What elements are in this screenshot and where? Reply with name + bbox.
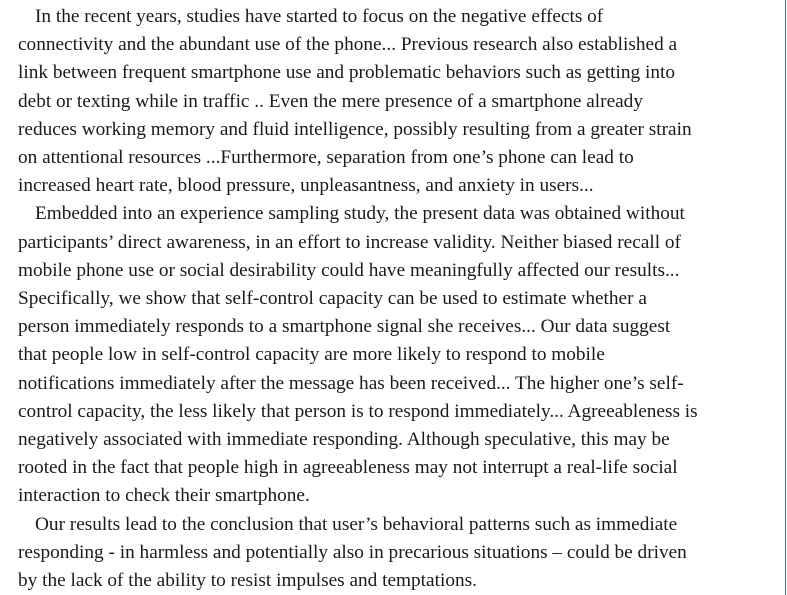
text-line: connectivity and the abundant use of the phone... Previous research also established a <box>18 34 678 56</box>
text-line: Specifically, we show that self-control capacity can be used to estimate whether a <box>18 288 647 310</box>
text-line: mobile phone use or social desirability could have meaningfully affected our results... <box>18 259 680 281</box>
text-line: participants’ direct awareness, in an effort to increase validity. Neither biased recall of <box>18 231 681 253</box>
text-line: link between frequent smartphone use and problematic behaviors such as getting into <box>18 62 675 84</box>
text-line: person immediately responds to a smartphone signal she receives... Our data suggest <box>18 316 671 338</box>
document-body <box>18 3 780 595</box>
text-line: debt or texting while in traffic .. Even the mere presence of a smartphone already <box>18 90 643 112</box>
text-line: notifications immediately after the message has been received... The higher one’s self- <box>18 372 684 394</box>
text-line: reduces working memory and fluid intelligence, possibly resulting from a greater strain <box>18 118 692 140</box>
paragraph-1 <box>18 3 780 200</box>
text-line: responding - in harmless and potentially also in precarious situations – could be driven <box>18 541 687 563</box>
text-line: control capacity, the less likely that person is to respond immediately... Agreeableness is <box>18 400 698 422</box>
text-line: by the lack of the ability to resist impulses and temptations. <box>18 570 477 592</box>
text-line: on attentional resources ...Furthermore, separation from one’s phone can lead to <box>18 147 634 169</box>
text-line: negatively associated with immediate responding. Although speculative, this may be <box>18 429 670 451</box>
text-line: interaction to check their smartphone. <box>18 485 310 507</box>
text-line: In the recent years, studies have started to focus on the negative effects of <box>35 6 604 27</box>
text-line: increased heart rate, blood pressure, unpleasantness, and anxiety in users... <box>18 175 594 197</box>
text-line: Our results lead to the conclusion that user’s behavioral patterns such as immediate <box>35 513 678 535</box>
text-line: that people low in self-control capacity are more likely to respond to mobile <box>18 344 605 366</box>
text-line: Embedded into an experience sampling study, the present data was obtained without <box>35 203 685 225</box>
paragraph-3 <box>18 511 780 595</box>
text-line: rooted in the fact that people high in agreeableness may not interrupt a real-life social <box>18 457 678 479</box>
paragraph-2 <box>18 200 780 510</box>
